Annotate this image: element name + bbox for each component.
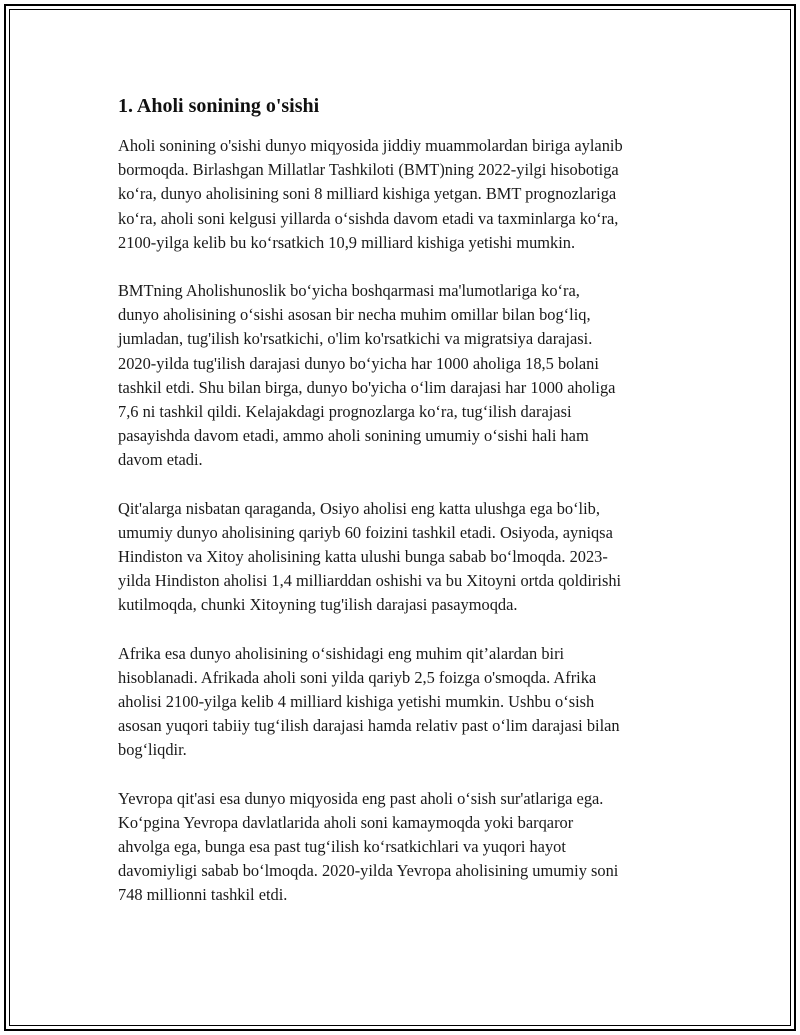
paragraph-line: 7,6 ni tashkil qildi. Kelajakdagi prognozlarga ko‘ra, tug‘ilish darajasi [118, 402, 572, 422]
paragraph-line: 748 millionni tashkil etdi. [118, 885, 288, 905]
paragraph-line: 2020-yilda tug'ilish darajasi dunyo bo‘yicha har 1000 aholiga 18,5 bolani [118, 353, 599, 373]
paragraph [118, 787, 693, 908]
paragraph-line: ahvolga ega, bunga esa past tug‘ilish ko‘rsatkichlari va yuqori hayot [118, 837, 566, 857]
paragraph-line: hisoblanadi. Afrikada aholi soni yilda qariyb 2,5 foizga o'smoqda. Afrika [118, 667, 597, 687]
paragraph-line: Ko‘pgina Yevropa davlatlarida aholi soni kamaymoqda yoki barqaror [118, 812, 574, 832]
paragraph-line: Aholi sonining o'sishi dunyo miqyosida jiddiy muammolardan biriga aylanib [118, 136, 623, 155]
paragraph-line: aholisi 2100-yilga kelib 4 milliard kishiga yetishi mumkin. Ushbu o‘sish [118, 692, 595, 712]
paragraph-line: davomiyligi sabab bo‘lmoqda. 2020-yilda Yevropa aholisining umumiy soni [118, 861, 619, 881]
paragraph-line: 2100-yilga kelib bu ko‘rsatkich 10,9 milliard kishiga yetishi mumkin. [118, 232, 576, 252]
document-body [118, 93, 693, 932]
paragraph-line: Yevropa qit'asi esa dunyo miqyosida eng past aholi o‘sish sur'atlariga ega. [118, 788, 604, 808]
paragraph-line: pasayishda davom etadi, ammo aholi sonining umumiy o‘sishi hali ham [118, 426, 589, 446]
paragraph-line: yilda Hindiston aholisi 1,4 milliarddan oshishi va bu Xitoyni ortda qoldirishi [118, 571, 622, 591]
paragraph-line: Hindiston va Xitoy aholisining katta ulushi bunga sabab bo‘lmoqda. 2023- [118, 547, 608, 567]
paragraph [118, 279, 693, 473]
paragraph-line: BMTning Aholishunoslik bo‘yicha boshqarmasi ma'lumotlariga ko‘ra, [118, 281, 580, 301]
paragraph [118, 642, 693, 763]
paragraph [118, 134, 693, 255]
paragraph-line: jumladan, tug'ilish ko'rsatkichi, o'lim ko'rsatkichi va migratsiya darajasi. [118, 329, 593, 349]
paragraph-line: Qit'alarga nisbatan qaraganda, Osiyo aholisi eng katta ulushga ega bo‘lib, [118, 498, 600, 518]
paragraph-line: bog‘liqdir. [118, 740, 187, 760]
paragraph-line: ko‘ra, dunyo aholisining soni 8 milliard kishiga yetgan. BMT prognozlariga [118, 184, 617, 204]
paragraph-line: umumiy dunyo aholisining qariyb 60 foizini tashkil etadi. Osiyoda, ayniqsa [118, 522, 613, 542]
paragraph-line: tashkil etdi. Shu bilan birga, dunyo bo'yicha o‘lim darajasi har 1000 aholiga [118, 377, 616, 397]
paragraph-list [118, 134, 693, 908]
paragraph [118, 497, 693, 618]
paragraph-line: asosan yuqori tabiiy tug‘ilish darajasi hamda relativ past o‘lim darajasi bilan [118, 716, 620, 736]
paragraph-line: ko‘ra, aholi soni kelgusi yillarda o‘sishda davom etadi va taxminlarga ko‘ra, [118, 208, 619, 228]
paragraph-line: davom etadi. [118, 450, 203, 470]
paragraph-line: bormoqda. Birlashgan Millatlar Tashkiloti (BMT)ning 2022-yilgi hisobotiga [118, 160, 619, 180]
paragraph-line: Afrika esa dunyo aholisining o‘sishidagi eng muhim qit’alardan biri [118, 643, 565, 663]
section-heading: 1. Aholi sonining o'sishi [118, 95, 320, 117]
paragraph-line: dunyo aholisining o‘sishi asosan bir necha muhim omillar bilan bog‘liq, [118, 305, 591, 325]
paragraph-line: kutilmoqda, chunki Xitoyning tug'ilish darajasi pasaymoqda. [118, 595, 518, 615]
